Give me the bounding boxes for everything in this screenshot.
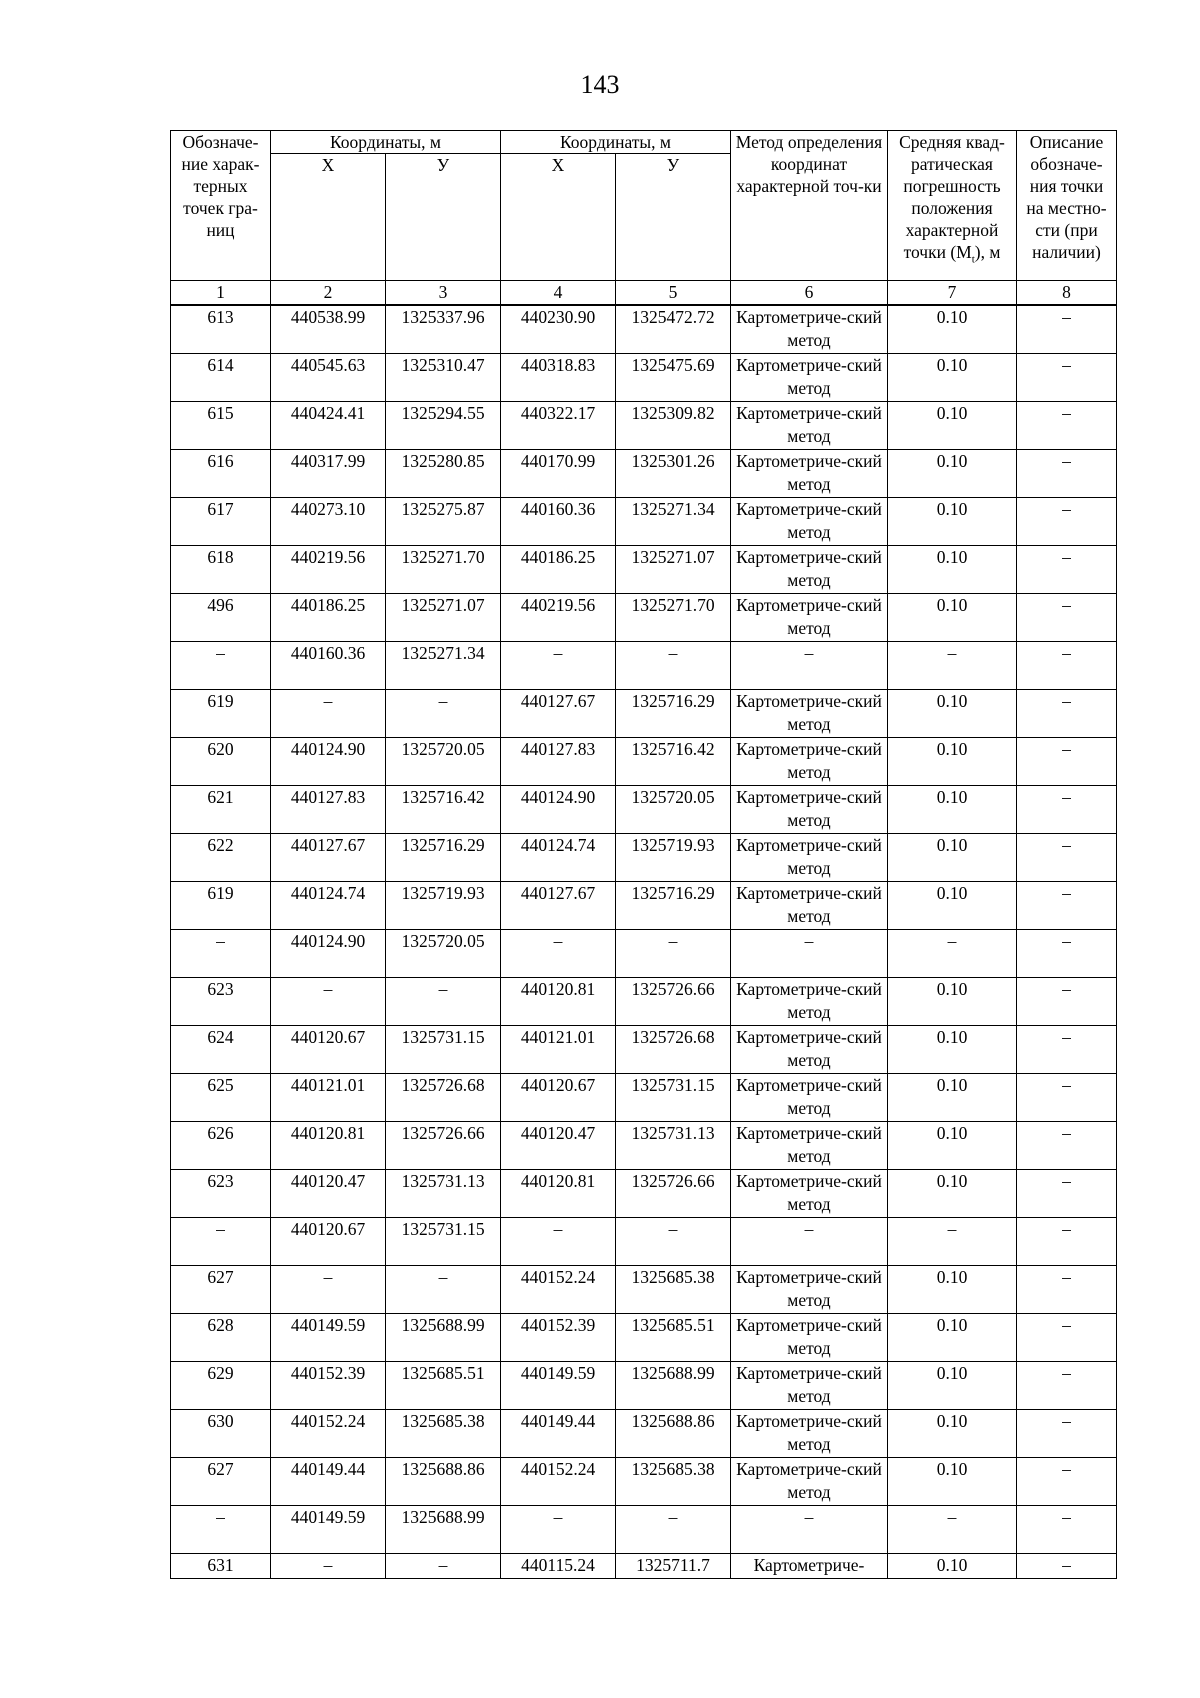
header-coords-group-1: Координаты, м [271,131,501,154]
x1-cell: 440152.39 [271,1362,386,1410]
error-cell: 0.10 [888,690,1017,738]
header-coords-group-2: Координаты, м [501,131,731,154]
point-designation-cell: 623 [171,978,271,1026]
x1-cell: – [271,1554,386,1579]
header-y-1: У [386,154,501,281]
x2-cell: 440120.47 [501,1122,616,1170]
table-row [171,834,1117,882]
y2-cell: 1325309.82 [616,402,731,450]
x2-cell: 440318.83 [501,354,616,402]
column-number: 4 [501,281,616,306]
x1-cell: 440120.47 [271,1170,386,1218]
x1-cell: 440121.01 [271,1074,386,1122]
page-number: 143 [580,70,620,99]
x2-cell: 440127.67 [501,690,616,738]
y1-cell: – [386,978,501,1026]
y2-cell: 1325475.69 [616,354,731,402]
x2-cell: 440170.99 [501,450,616,498]
point-designation-cell: 623 [171,1170,271,1218]
x2-cell: 440160.36 [501,498,616,546]
description-cell: – [1017,594,1117,642]
error-cell: 0.10 [888,450,1017,498]
description-cell: – [1017,930,1117,978]
y2-cell: 1325688.86 [616,1410,731,1458]
table-row [171,1314,1117,1362]
error-cell: 0.10 [888,1554,1017,1579]
x1-cell: 440120.81 [271,1122,386,1170]
x1-cell: 440538.99 [271,305,386,354]
point-designation-cell: 619 [171,690,271,738]
x1-cell: 440317.99 [271,450,386,498]
x1-cell: 440127.83 [271,786,386,834]
x1-cell: 440160.36 [271,642,386,690]
error-cell: – [888,1218,1017,1266]
description-cell: – [1017,978,1117,1026]
table-row [171,402,1117,450]
y1-cell: 1325310.47 [386,354,501,402]
y2-cell: 1325711.7 [616,1554,731,1579]
x1-cell: 440152.24 [271,1410,386,1458]
table-row [171,594,1117,642]
coordinates-table [170,130,1117,1579]
error-cell: 0.10 [888,882,1017,930]
error-cell: 0.10 [888,978,1017,1026]
method-cell: Картометриче-ский метод [731,1314,888,1362]
y2-cell: 1325301.26 [616,450,731,498]
header-error: Средняя квад-ратическая погрешность положения характерной точки $(M_t)$, м [888,131,1017,281]
description-cell: – [1017,498,1117,546]
y1-cell: 1325720.05 [386,738,501,786]
table-row [171,305,1117,354]
point-designation-cell: 616 [171,450,271,498]
header-designation: Обозначе-ние харак-терных точек гра-ниц [171,131,271,281]
error-cell: 0.10 [888,1026,1017,1074]
y1-cell: – [386,1266,501,1314]
x2-cell: 440219.56 [501,594,616,642]
method-cell: Картометриче-ский метод [731,402,888,450]
y1-cell: 1325688.99 [386,1314,501,1362]
column-number: 3 [386,281,501,306]
description-cell: – [1017,1506,1117,1554]
point-designation-cell: 622 [171,834,271,882]
description-cell: – [1017,1122,1117,1170]
table-row [171,1074,1117,1122]
description-cell: – [1017,786,1117,834]
y1-cell: 1325275.87 [386,498,501,546]
header-x-2: Х [501,154,616,281]
y2-cell: 1325716.29 [616,882,731,930]
description-cell: – [1017,1074,1117,1122]
method-cell: Картометриче-ский метод [731,546,888,594]
x1-cell: 440120.67 [271,1026,386,1074]
x1-cell: – [271,690,386,738]
table-row [171,546,1117,594]
error-cell: 0.10 [888,1458,1017,1506]
x1-cell: 440124.74 [271,882,386,930]
y1-cell: 1325271.07 [386,594,501,642]
method-cell: Картометриче-ский метод [731,786,888,834]
column-numbers-row [171,281,1117,306]
method-cell: Картометриче-ский метод [731,354,888,402]
table-row [171,738,1117,786]
y1-cell: – [386,1554,501,1579]
error-cell: 0.10 [888,1362,1017,1410]
description-cell: – [1017,402,1117,450]
y1-cell: 1325731.13 [386,1170,501,1218]
x2-cell: 440120.81 [501,978,616,1026]
method-cell: Картометриче-ский метод [731,882,888,930]
x1-cell: 440120.67 [271,1218,386,1266]
error-cell: 0.10 [888,786,1017,834]
header-description: Описание обозначе-ния точки на местно-сти (при наличии) [1017,131,1117,281]
point-designation-cell: – [171,642,271,690]
header-method: Метод определения координат характерной точ-ки [731,131,888,281]
y2-cell: 1325685.38 [616,1458,731,1506]
point-designation-cell: 614 [171,354,271,402]
point-designation-cell: 626 [171,1122,271,1170]
method-cell: Картометриче-ский метод [731,1362,888,1410]
y1-cell: 1325294.55 [386,402,501,450]
error-cell: 0.10 [888,354,1017,402]
method-cell: Картометриче-ский метод [731,305,888,354]
method-cell: – [731,1506,888,1554]
y1-cell: 1325688.99 [386,1506,501,1554]
y2-cell: – [616,642,731,690]
x1-cell: 440124.90 [271,930,386,978]
x1-cell: 440273.10 [271,498,386,546]
point-designation-cell: 621 [171,786,271,834]
y2-cell: 1325271.70 [616,594,731,642]
x1-cell: 440127.67 [271,834,386,882]
error-cell: 0.10 [888,402,1017,450]
method-cell: – [731,1218,888,1266]
description-cell: – [1017,882,1117,930]
method-cell: Картометриче-ский метод [731,834,888,882]
y1-cell: 1325280.85 [386,450,501,498]
error-cell: 0.10 [888,305,1017,354]
method-cell: Картометриче-ский метод [731,1458,888,1506]
error-cell: – [888,930,1017,978]
x2-cell: 440149.59 [501,1362,616,1410]
y2-cell: 1325716.29 [616,690,731,738]
x2-cell: 440152.39 [501,1314,616,1362]
y2-cell: 1325719.93 [616,834,731,882]
y1-cell: 1325731.15 [386,1218,501,1266]
y2-cell: 1325271.07 [616,546,731,594]
table-row [171,978,1117,1026]
y2-cell: 1325685.38 [616,1266,731,1314]
description-cell: – [1017,354,1117,402]
point-designation-cell: 629 [171,1362,271,1410]
method-cell: Картометриче- [731,1554,888,1579]
y2-cell: 1325731.13 [616,1122,731,1170]
table-row [171,1410,1117,1458]
x2-cell: 440152.24 [501,1458,616,1506]
point-designation-cell: 620 [171,738,271,786]
table-row [171,1266,1117,1314]
y1-cell: – [386,690,501,738]
table-row [171,1506,1117,1554]
y1-cell: 1325337.96 [386,305,501,354]
method-cell: Картометриче-ский метод [731,450,888,498]
error-cell: 0.10 [888,1314,1017,1362]
x1-cell: 440149.59 [271,1314,386,1362]
table-row [171,498,1117,546]
method-cell: Картометриче-ский метод [731,690,888,738]
error-cell: 0.10 [888,834,1017,882]
x2-cell: – [501,930,616,978]
x2-cell: 440149.44 [501,1410,616,1458]
method-cell: Картометриче-ский метод [731,1074,888,1122]
x1-cell: – [271,978,386,1026]
y2-cell: 1325685.51 [616,1314,731,1362]
method-cell: Картометриче-ский метод [731,1410,888,1458]
y1-cell: 1325271.34 [386,642,501,690]
description-cell: – [1017,1362,1117,1410]
description-cell: – [1017,1266,1117,1314]
description-cell: – [1017,546,1117,594]
point-designation-cell: 627 [171,1266,271,1314]
x1-cell: 440424.41 [271,402,386,450]
table-row [171,1026,1117,1074]
y2-cell: 1325726.66 [616,1170,731,1218]
error-cell: – [888,1506,1017,1554]
description-cell: – [1017,1218,1117,1266]
x2-cell: 440115.24 [501,1554,616,1579]
point-designation-cell: 613 [171,305,271,354]
method-cell: Картометриче-ский метод [731,978,888,1026]
description-cell: – [1017,834,1117,882]
x1-cell: 440124.90 [271,738,386,786]
error-cell: 0.10 [888,1074,1017,1122]
point-designation-cell: 625 [171,1074,271,1122]
table-row [171,642,1117,690]
point-designation-cell: 496 [171,594,271,642]
table-row [171,1458,1117,1506]
point-designation-cell: 619 [171,882,271,930]
table-row [171,1122,1117,1170]
point-designation-cell: 615 [171,402,271,450]
x2-cell: 440121.01 [501,1026,616,1074]
x2-cell: 440230.90 [501,305,616,354]
point-designation-cell: – [171,1218,271,1266]
y2-cell: 1325726.66 [616,978,731,1026]
column-number: 5 [616,281,731,306]
method-cell: – [731,930,888,978]
point-designation-cell: 624 [171,1026,271,1074]
y2-cell: 1325720.05 [616,786,731,834]
x1-cell: 440186.25 [271,594,386,642]
error-cell: 0.10 [888,546,1017,594]
y2-cell: 1325271.34 [616,498,731,546]
x2-cell: – [501,1218,616,1266]
x1-cell: – [271,1266,386,1314]
method-cell: Картометриче-ский метод [731,738,888,786]
description-cell: – [1017,642,1117,690]
error-cell: 0.10 [888,1122,1017,1170]
table-row [171,1218,1117,1266]
point-designation-cell: 628 [171,1314,271,1362]
table-row [171,1554,1117,1579]
y1-cell: 1325685.51 [386,1362,501,1410]
method-cell: Картометриче-ский метод [731,594,888,642]
table-row [171,786,1117,834]
point-designation-cell: 618 [171,546,271,594]
x2-cell: 440186.25 [501,546,616,594]
point-designation-cell: 627 [171,1458,271,1506]
x2-cell: 440120.81 [501,1170,616,1218]
point-designation-cell: 617 [171,498,271,546]
x2-cell: 440322.17 [501,402,616,450]
error-cell: 0.10 [888,498,1017,546]
method-cell: Картометриче-ский метод [731,498,888,546]
table-row [171,450,1117,498]
y2-cell: 1325731.15 [616,1074,731,1122]
header-y-2: У [616,154,731,281]
error-cell: 0.10 [888,1170,1017,1218]
y1-cell: 1325720.05 [386,930,501,978]
y1-cell: 1325726.66 [386,1122,501,1170]
description-cell: – [1017,1458,1117,1506]
description-cell: – [1017,305,1117,354]
point-designation-cell: 631 [171,1554,271,1579]
method-cell: Картометриче-ский метод [731,1170,888,1218]
y2-cell: 1325688.99 [616,1362,731,1410]
description-cell: – [1017,450,1117,498]
method-cell: Картометриче-ский метод [731,1266,888,1314]
x2-cell: 440124.74 [501,834,616,882]
y1-cell: 1325731.15 [386,1026,501,1074]
error-cell: 0.10 [888,738,1017,786]
point-designation-cell: – [171,1506,271,1554]
x2-cell: 440152.24 [501,1266,616,1314]
column-number: 7 [888,281,1017,306]
description-cell: – [1017,1410,1117,1458]
y2-cell: 1325472.72 [616,305,731,354]
method-cell: Картометриче-ский метод [731,1122,888,1170]
error-cell: 0.10 [888,1266,1017,1314]
method-cell: – [731,642,888,690]
x2-cell: 440120.67 [501,1074,616,1122]
column-number: 6 [731,281,888,306]
table-row [171,882,1117,930]
table-row [171,1362,1117,1410]
y1-cell: 1325719.93 [386,882,501,930]
x2-cell: – [501,1506,616,1554]
y2-cell: 1325716.42 [616,738,731,786]
y2-cell: 1325726.68 [616,1026,731,1074]
table-row [171,1170,1117,1218]
description-cell: – [1017,1314,1117,1362]
y1-cell: 1325688.86 [386,1458,501,1506]
description-cell: – [1017,1554,1117,1579]
column-number: 2 [271,281,386,306]
description-cell: – [1017,738,1117,786]
table-row [171,690,1117,738]
x1-cell: 440219.56 [271,546,386,594]
x2-cell: – [501,642,616,690]
y1-cell: 1325716.29 [386,834,501,882]
x2-cell: 440127.83 [501,738,616,786]
point-designation-cell: 630 [171,1410,271,1458]
description-cell: – [1017,1026,1117,1074]
column-number: 8 [1017,281,1117,306]
x1-cell: 440149.44 [271,1458,386,1506]
y1-cell: 1325685.38 [386,1410,501,1458]
y1-cell: 1325271.70 [386,546,501,594]
x2-cell: 440124.90 [501,786,616,834]
point-designation-cell: – [171,930,271,978]
x2-cell: 440127.67 [501,882,616,930]
y1-cell: 1325726.68 [386,1074,501,1122]
x1-cell: 440149.59 [271,1506,386,1554]
description-cell: – [1017,1170,1117,1218]
column-number: 1 [171,281,271,306]
table-row [171,930,1117,978]
y2-cell: – [616,1218,731,1266]
error-cell: 0.10 [888,594,1017,642]
error-cell: 0.10 [888,1410,1017,1458]
table-row [171,354,1117,402]
description-cell: – [1017,690,1117,738]
method-cell: Картометриче-ский метод [731,1026,888,1074]
y1-cell: 1325716.42 [386,786,501,834]
error-cell: – [888,642,1017,690]
x1-cell: 440545.63 [271,354,386,402]
table-body [171,305,1117,1579]
y2-cell: – [616,930,731,978]
y2-cell: – [616,1506,731,1554]
header-x-1: Х [271,154,386,281]
